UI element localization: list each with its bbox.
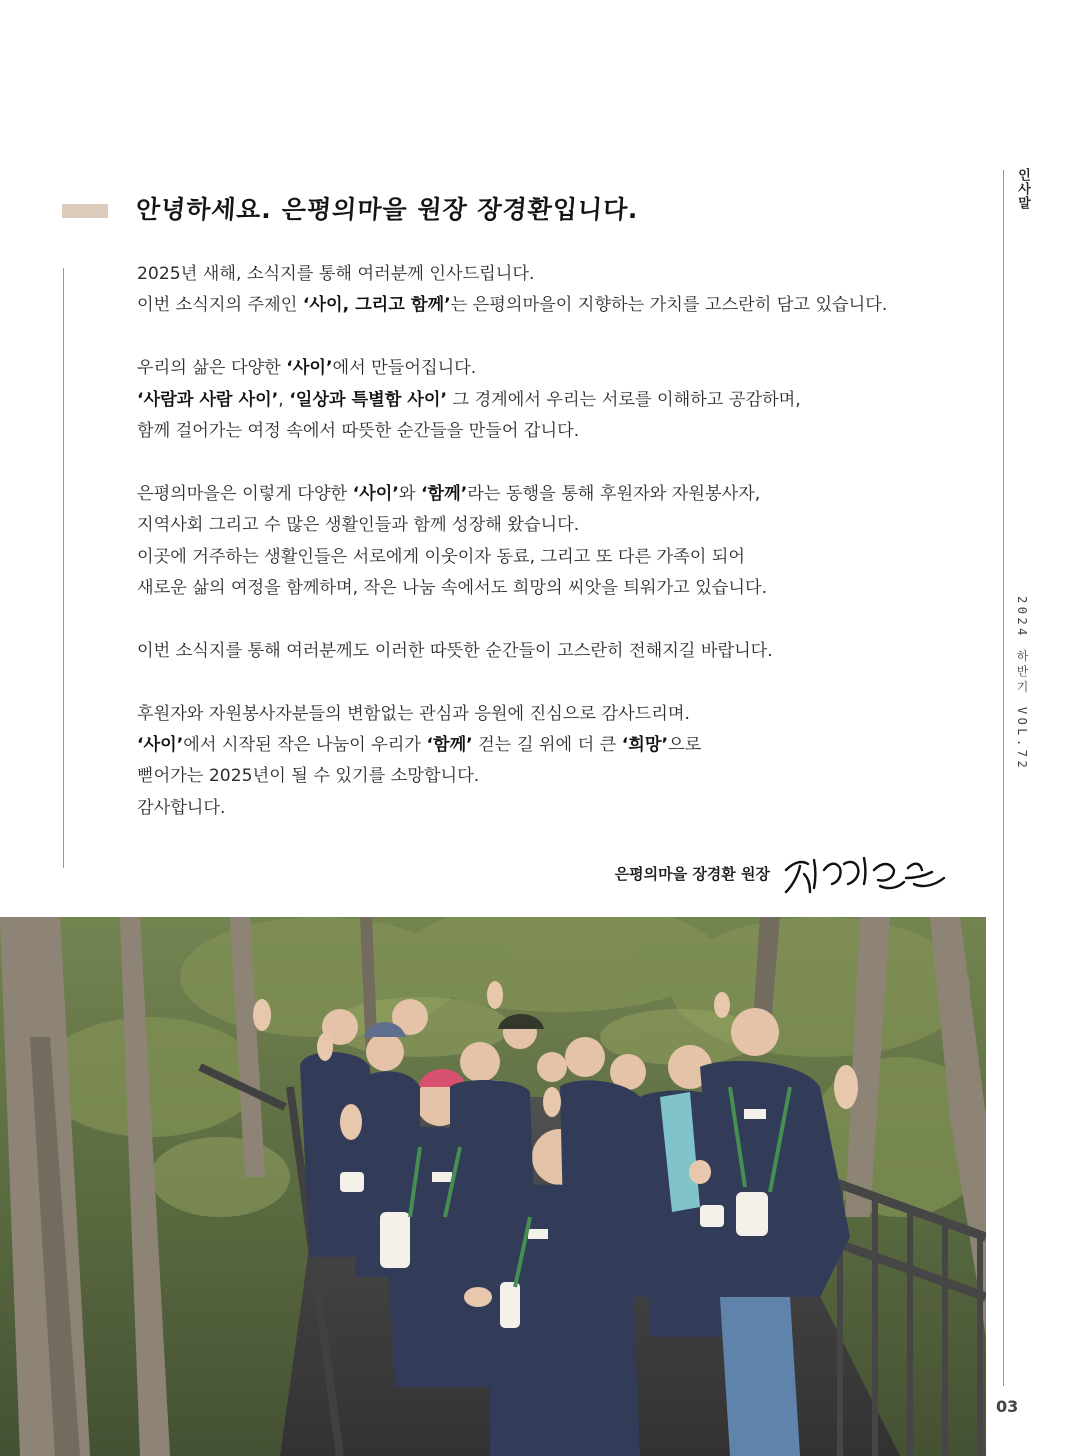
page-headline: 안녕하세요. 은평의마을 원장 장경환입니다.: [134, 195, 640, 224]
body-paragraph: [137, 259, 957, 322]
body-text-segment: 2025년 새해, 소식지를 통해 여러분께 인사드립니다.: [137, 264, 535, 284]
body-text-segment: 라는 동행을 통해 후원자와 자원봉사자,: [467, 483, 761, 504]
body-text-segment: 후원자와 자원봉사자분들의 변함없는 관심과 응원에 진심으로 감사드리며.: [137, 703, 690, 724]
page-number: 03: [996, 1397, 1019, 1416]
body-text-segment: 은평의마을은 이렇게 다양한: [137, 483, 353, 504]
section-label: 인사말: [1015, 168, 1030, 210]
body-paragraph: [137, 479, 957, 605]
body-text-segment: 걷는 길 위에 더 큰: [472, 735, 622, 756]
signature-label: 은평의마을 장경환 원장: [614, 864, 770, 883]
body-text-segment: 와: [398, 483, 421, 504]
body-text-segment: 새로운 삶의 여정을 함께하며, 작은 나눔 속에서도 희망의 씨앗을 틔워가고 있습니다.: [137, 578, 768, 599]
body-line: [137, 385, 957, 416]
emphasis-text: ‘사람과 사람 사이’: [137, 389, 279, 410]
body-line: [137, 416, 957, 447]
body-line: [137, 479, 957, 510]
body-line: [137, 761, 957, 792]
emphasis-text: ‘함께’: [426, 735, 473, 756]
body-text-segment: 지역사회 그리고 수 많은 생활인들과 함께 성장해 왔습니다.: [137, 515, 580, 536]
emphasis-text: ‘사이’: [286, 358, 333, 379]
body-line: [137, 510, 957, 541]
emphasis-text: ‘사이’: [352, 483, 399, 504]
body-text-segment: 이곳에 거주하는 생활인들은 서로에게 이웃이자 동료, 그리고 또 다른 가족이 되어: [137, 546, 746, 567]
body-line: [137, 573, 957, 604]
body-text-segment: 에서 만들어집니다.: [332, 358, 477, 379]
body-line: [137, 636, 957, 667]
emphasis-text: ‘사이’: [137, 735, 184, 756]
body-text-segment: 이번 소식지를 통해 여러분께도 이러한 따뜻한 순간들이 고스란히 전해지길 바랍니다.: [137, 640, 773, 661]
body-text-segment: 으로: [667, 735, 702, 756]
body-paragraph: [137, 353, 957, 447]
body-line: [137, 353, 957, 384]
body-line: [137, 730, 957, 761]
body-text-segment: 뻗어가는 2025년이 될 수 있기를 소망합니다.: [137, 766, 480, 787]
body-line: [137, 699, 957, 730]
body-line: [137, 542, 957, 573]
body-line: [137, 259, 957, 290]
left-divider: [63, 268, 64, 868]
emphasis-text: ‘함께’: [420, 483, 468, 504]
headline-accent-bar: [62, 204, 108, 218]
emphasis-text: ‘일상과 특별함 사이’: [289, 389, 448, 410]
body-text-segment: 우리의 삶은 다양한: [137, 358, 287, 379]
body-text-segment: 이번 소식지의 주제인: [137, 295, 303, 316]
greeting-body: [137, 259, 957, 824]
body-line: [137, 793, 957, 824]
body-text-segment: 에서 시작된 작은 나눔이 우리가: [183, 735, 427, 756]
group-photo: [0, 917, 986, 1456]
body-text-segment: 는 은평의마을이 지향하는 가치를 고스란히 담고 있습니다.: [450, 295, 888, 316]
emphasis-text: ‘사이, 그리고 함께’: [302, 295, 451, 316]
signature-block: [615, 848, 950, 898]
body-text-segment: 함께 걸어가는 여정 속에서 따뜻한 순간들을 만들어 갑니다.: [137, 421, 580, 442]
body-paragraph: [137, 636, 957, 667]
body-text-segment: ,: [278, 389, 290, 410]
issue-label: 2024 하반기 VOL.72: [1015, 596, 1029, 772]
body-text-segment: 감사합니다.: [137, 797, 226, 818]
emphasis-text: ‘희망’: [621, 735, 668, 756]
body-text-segment: 그 경계에서 우리는 서로를 이해하고 공감하며,: [447, 389, 801, 410]
body-line: [137, 290, 957, 321]
body-paragraph: [137, 699, 957, 825]
handwritten-signature: [780, 848, 950, 898]
right-divider: [1003, 170, 1004, 1386]
